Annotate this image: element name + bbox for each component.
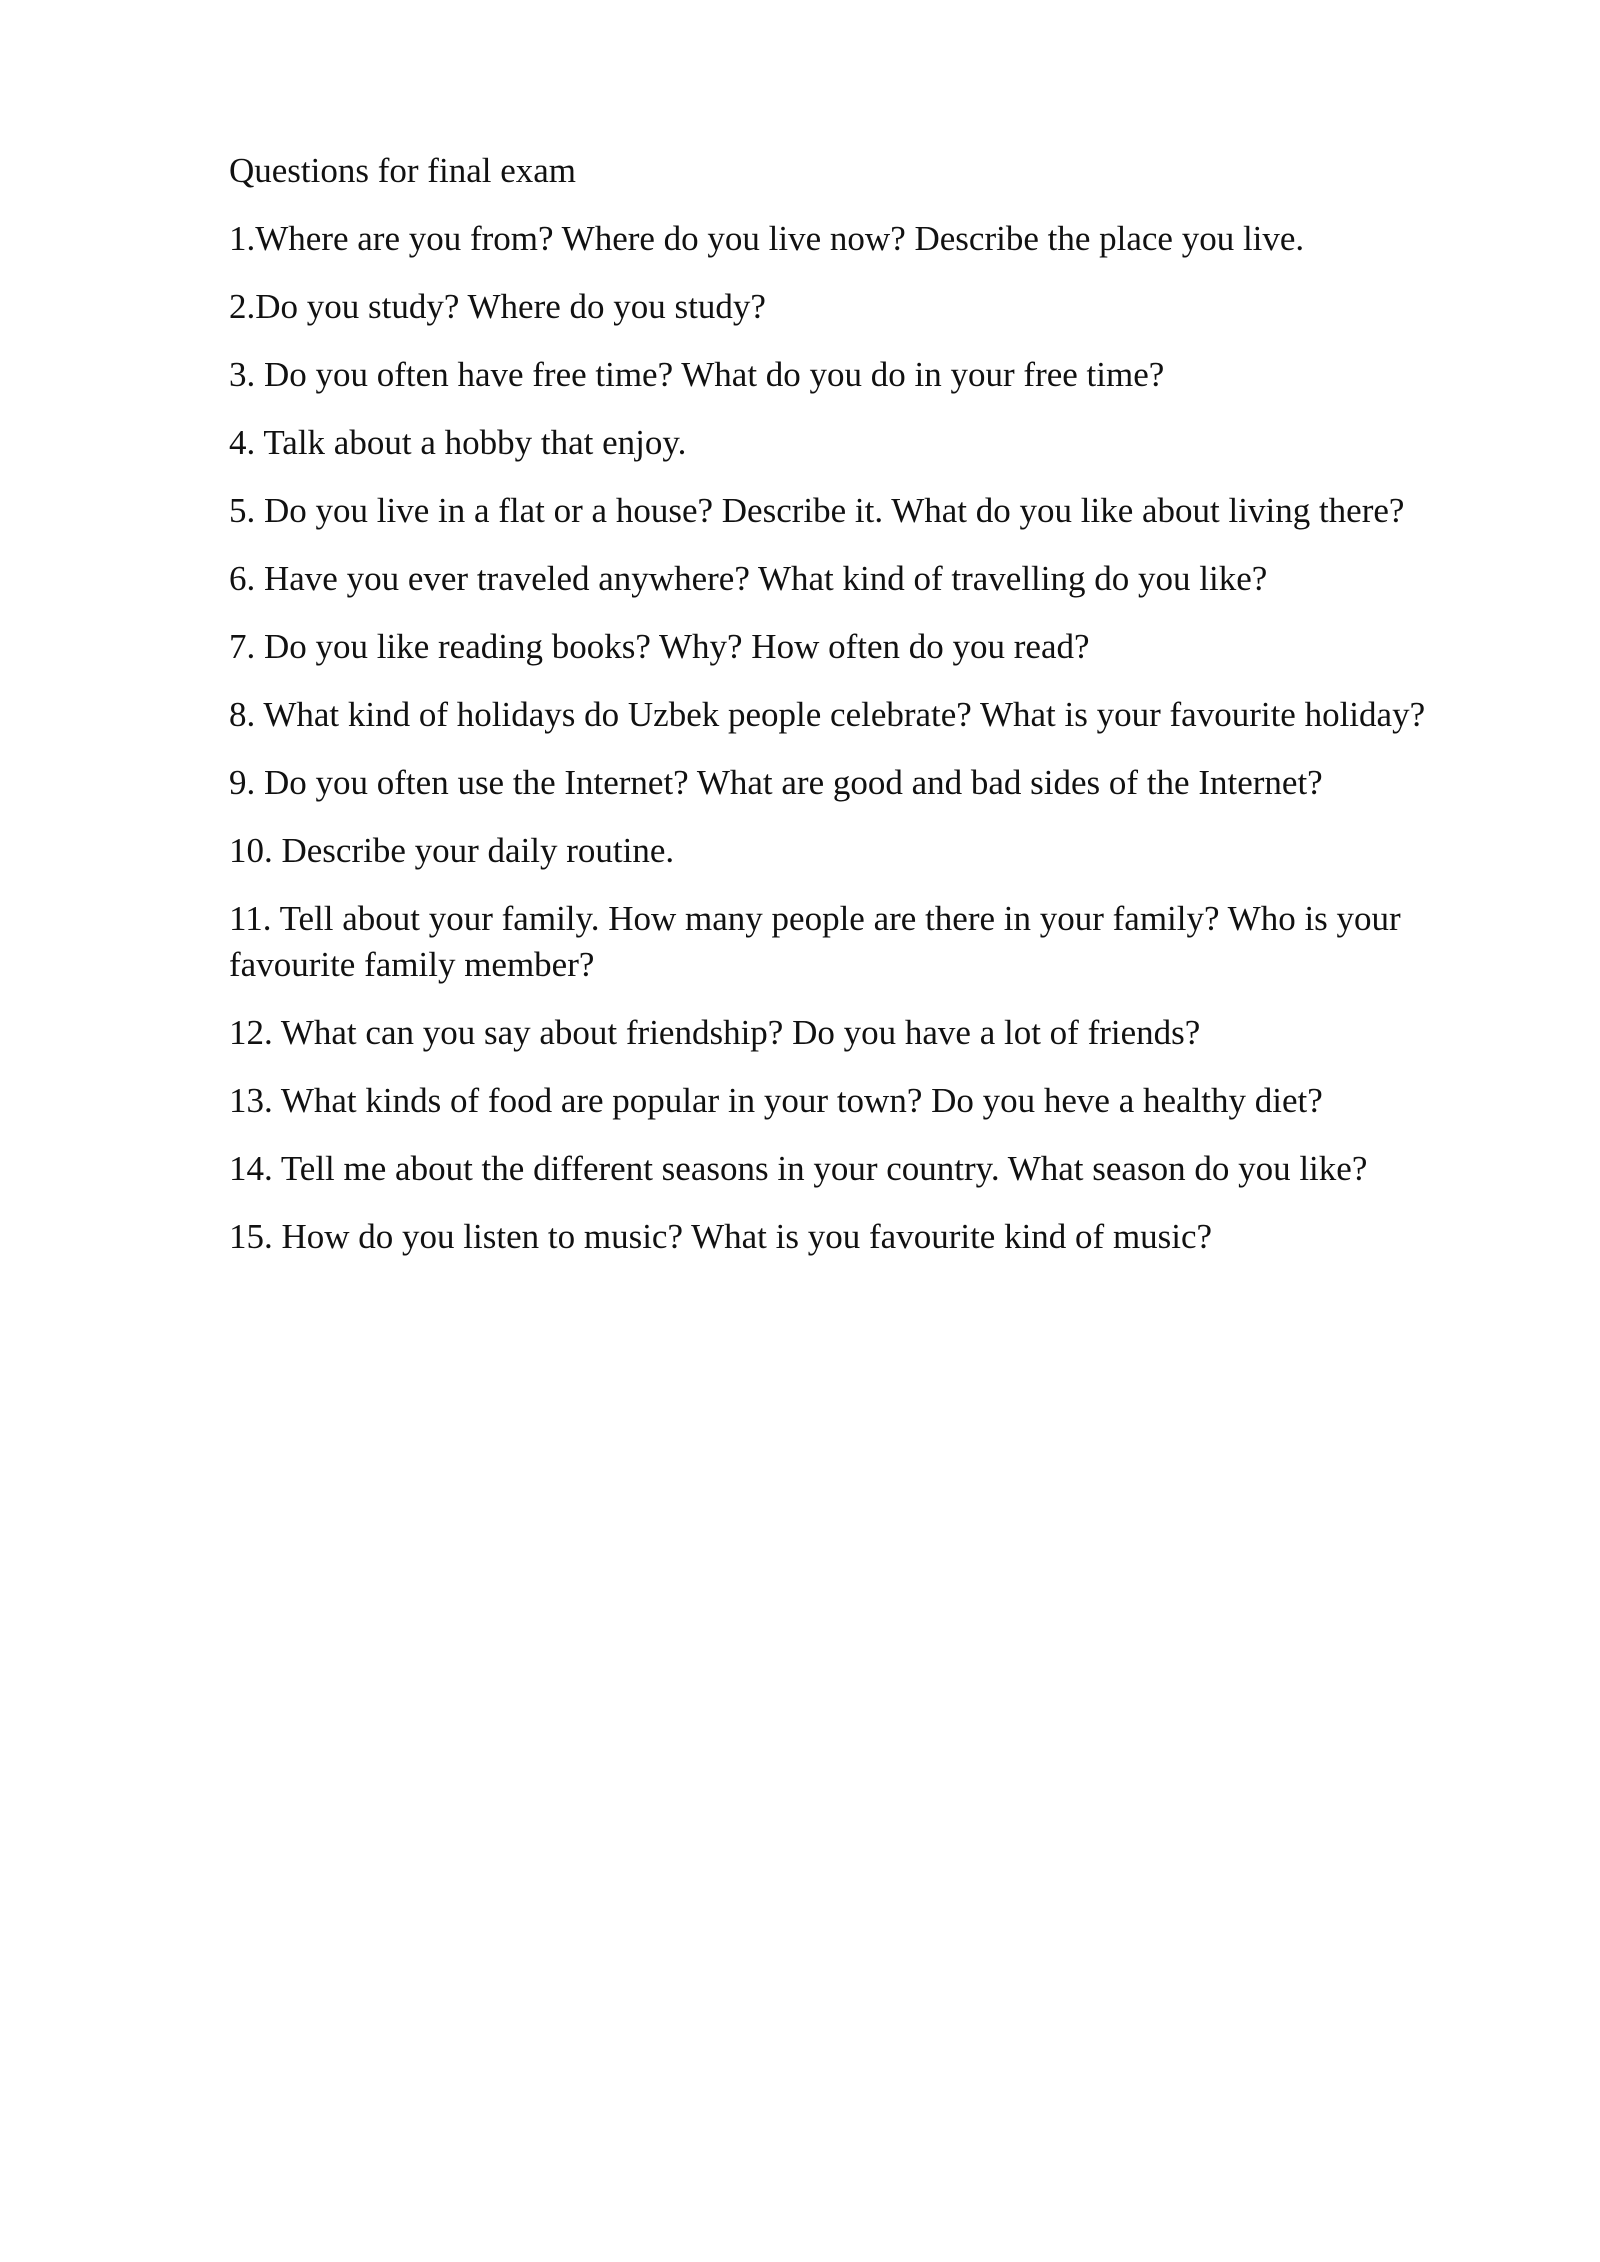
question-item: 4. Talk about a hobby that enjoy. xyxy=(229,423,687,462)
question-item: 12. What can you say about friendship? Do you have a lot of friends? xyxy=(229,1013,1201,1052)
question-item: 14. Tell me about the different seasons in your country. What season do you like? xyxy=(229,1149,1368,1188)
question-item: 8. What kind of holidays do Uzbek people celebrate? What is your favourite holiday? xyxy=(229,695,1426,734)
question-item: 9. Do you often use the Internet? What are good and bad sides of the Internet? xyxy=(229,763,1323,802)
question-item: 5. Do you live in a flat or a house? Describe it. What do you like about living there? xyxy=(229,491,1405,530)
document-title: Questions for final exam xyxy=(229,151,576,190)
question-item: 3. Do you often have free time? What do you do in your free time? xyxy=(229,355,1165,394)
document-body xyxy=(229,148,1479,1282)
question-list xyxy=(229,216,1479,1260)
question-item: 15. How do you listen to music? What is you favourite kind of music? xyxy=(229,1217,1213,1256)
question-item: 13. What kinds of food are popular in your town? Do you heve a healthy diet? xyxy=(229,1081,1323,1120)
question-item: 2.Do you study? Where do you study? xyxy=(229,287,766,326)
question-item: 7. Do you like reading books? Why? How often do you read? xyxy=(229,627,1090,666)
question-item: 10. Describe your daily routine. xyxy=(229,831,675,870)
question-item: 6. Have you ever traveled anywhere? What kind of travelling do you like? xyxy=(229,559,1268,598)
question-item: 11. Tell about your family. How many people are there in your family? Who is your favourite family member? xyxy=(229,899,1401,984)
question-item: 1.Where are you from? Where do you live now? Describe the place you live. xyxy=(229,219,1305,258)
